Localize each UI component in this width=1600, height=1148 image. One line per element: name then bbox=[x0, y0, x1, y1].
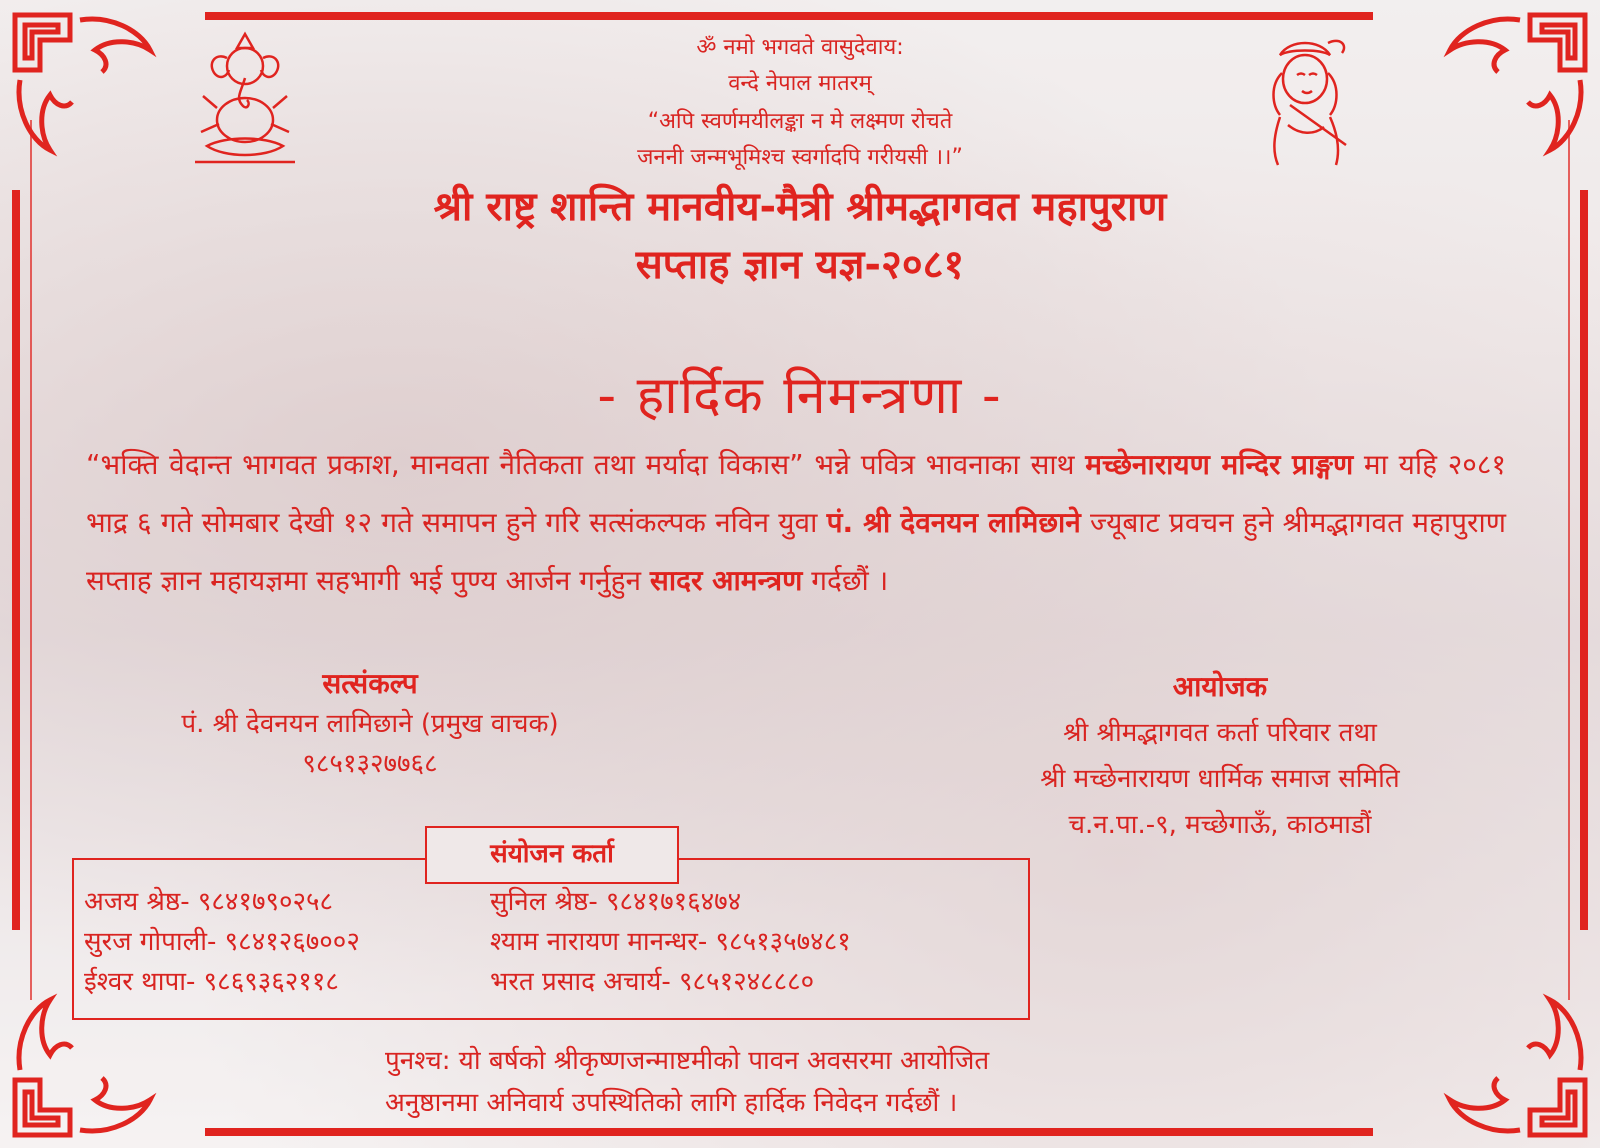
satsankalpa-block bbox=[110, 664, 630, 784]
event-title-line-1: श्री राष्ट्र शान्ति मानवीय-मैत्री श्रीमद्भागवत महापुराण bbox=[433, 184, 1167, 230]
invitation-body bbox=[86, 436, 1506, 610]
mantra-line-3: “अपि स्वर्णमयीलङ्का न मे लक्ष्मण रोचते bbox=[647, 109, 953, 134]
mantra-line-4: जननी जन्मभूमिश्च स्वर्गादपि गरीयसी ।।” bbox=[637, 145, 963, 170]
satsankalpa-name: पं. श्री देवनयन लामिछाने (प्रमुख वाचक) bbox=[181, 709, 559, 739]
frame-top-line bbox=[205, 12, 1373, 20]
mantra-line-1: ॐ नमो भगवते वासुदेवाय: bbox=[696, 35, 904, 60]
body-text-part-4: गर्दछौं । bbox=[802, 564, 889, 597]
coordinator-entry: ईश्वर थापा- ९८६९३६२११८ bbox=[84, 967, 339, 997]
coordinator-entry: अजय श्रेष्ठ- ९८४१७९०२५८ bbox=[84, 887, 334, 917]
request-phrase: सादर आमन्त्रण bbox=[649, 564, 803, 597]
corner-ornament-bottom-right-icon bbox=[1440, 990, 1590, 1140]
organizer-line-2: श्री मच्छेनारायण धार्मिक समाज समिति bbox=[1040, 764, 1400, 794]
coordinator-entry: सुरज गोपाली- ९८४१२६७००२ bbox=[84, 927, 360, 957]
coordinators-left-column bbox=[84, 882, 360, 1002]
satsankalpa-heading: सत्संकल्प bbox=[322, 667, 418, 700]
speaker-name: पं. श्री देवनयन लामिछाने bbox=[826, 506, 1081, 539]
frame-left-line bbox=[12, 190, 20, 930]
organizer-line-3: च.न.पा.-९, मच्छेगाऊँ, काठमाडौं bbox=[1068, 810, 1372, 840]
coordinators-heading: संयोजन कर्ता bbox=[425, 826, 679, 884]
body-text-part-2: मा यहि २०८१ भाद्र ६ गते सोमबार देखी १२ गते समापन हुने गरि सत्संकल्पक नविन युवा bbox=[86, 448, 1506, 539]
mantra-line-2: वन्दे नेपाल मातरम् bbox=[728, 71, 872, 96]
frame-right-line bbox=[1580, 190, 1588, 930]
body-text-part-1: “भक्ति वेदान्त भागवत प्रकाश, मानवता नैतिकता तथा मर्यादा विकास” भन्ने पवित्र भावनाका साथ bbox=[86, 448, 1086, 481]
frame-bottom-line bbox=[205, 1128, 1373, 1136]
postscript-line-2: अनुष्ठानमा अनिवार्य उपस्थितिको लागि हार्दिक निवेदन गर्दछौं । bbox=[385, 1088, 958, 1118]
satsankalpa-phone: ९८५१३२७७६८ bbox=[302, 749, 438, 779]
organizer-block bbox=[930, 664, 1510, 848]
invitation-heading: - हार्दिक निमन्त्रणा - bbox=[597, 366, 1003, 426]
event-title-line-2: सप्ताह ज्ञान यज्ञ-२०८१ bbox=[635, 242, 965, 288]
coordinator-entry: श्याम नारायण मानन्धर- ९८५१३५७४८१ bbox=[490, 927, 851, 957]
coordinators-right-column bbox=[490, 882, 851, 1002]
venue-name: मच्छेनारायण मन्दिर प्राङ्गण bbox=[1085, 448, 1354, 481]
postscript-line-1: पुनश्च: यो बर्षको श्रीकृष्णजन्माष्टमीको पावन अवसरमा आयोजित bbox=[385, 1046, 990, 1076]
organizer-heading: आयोजक bbox=[1172, 670, 1268, 703]
coordinator-entry: भरत प्रसाद अचार्य- ९८५१२४८८८० bbox=[490, 967, 815, 997]
body-text-part-3: ज्यूबाट प्रवचन हुने श्रीमद्भागवत महापुराण सप्ताह ज्ञान महायज्ञमा सहभागी भई पुण्य आर्जन गर्नुहुन bbox=[86, 506, 1506, 597]
postscript-note bbox=[385, 1040, 989, 1124]
organizer-line-1: श्री श्रीमद्भागवत कर्ता परिवार तथा bbox=[1063, 718, 1377, 748]
coordinator-entry: सुनिल श्रेष्ठ- ९८४१७१६४७४ bbox=[490, 887, 742, 917]
